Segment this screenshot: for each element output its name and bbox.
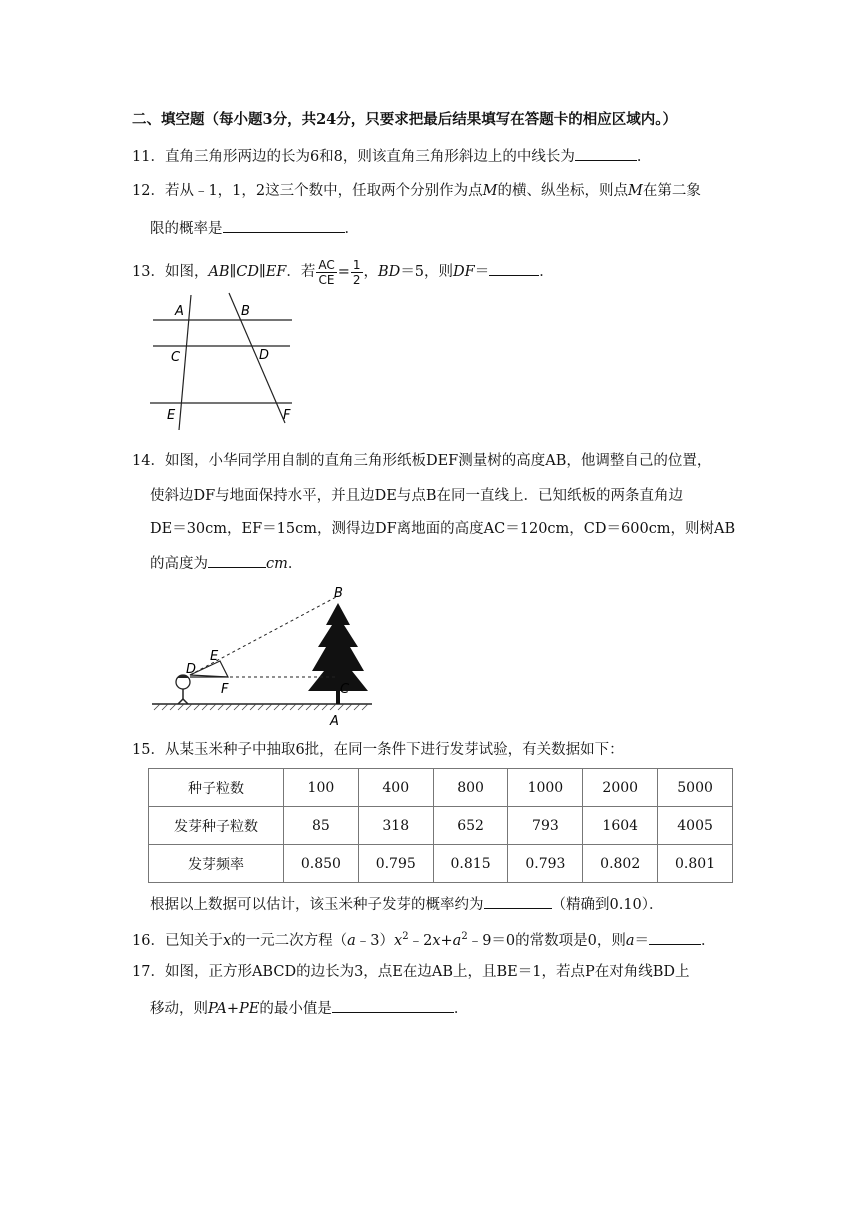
- question-17: [132, 962, 690, 982]
- var-m: M: [482, 183, 498, 199]
- var-a: a: [452, 932, 462, 949]
- question-number: 14．: [132, 453, 165, 469]
- question-text: DE＝30cm，EF＝15cm，测得边DF离地面的高度AC＝120cm，CD＝600cm，则树AB: [150, 521, 736, 537]
- table-cell: 1604: [583, 807, 658, 845]
- question-15: [132, 740, 624, 760]
- person-icon: [176, 675, 190, 705]
- point-d-label: D: [259, 348, 270, 363]
- question-14-line2: [150, 486, 683, 506]
- segment-df: DF: [453, 264, 475, 280]
- question-text: （精确到0.10）．: [551, 897, 664, 913]
- question-number: 16．: [132, 932, 165, 949]
- table-row: [149, 807, 733, 845]
- question-text: ﹣2: [408, 932, 433, 949]
- exponent: 2: [402, 931, 409, 942]
- question-text: 若从﹣1，1，2这三个数中，任取两个分别作为点: [164, 183, 483, 199]
- question-15-after: [150, 893, 664, 915]
- var-x: x: [394, 932, 403, 949]
- table-cell: 0.795: [358, 845, 433, 883]
- exponent: 2: [461, 931, 468, 942]
- fraction-denominator: CE: [318, 272, 335, 287]
- question-12-line2: [150, 217, 359, 239]
- table-cell: 318: [358, 807, 433, 845]
- table-cell: 0.801: [658, 845, 733, 883]
- table-cell: 0.793: [508, 845, 583, 883]
- equals-sign: =: [337, 264, 350, 280]
- comma: ，: [363, 264, 379, 280]
- question-number: 12．: [132, 183, 165, 199]
- question-number: 11．: [132, 149, 165, 165]
- question-14-line3: [150, 519, 735, 539]
- answer-blank[interactable]: [332, 997, 454, 1013]
- table-cell: 5000: [658, 769, 733, 807]
- unit-cm: cm: [266, 556, 288, 572]
- period: ．: [701, 932, 716, 949]
- period: ．: [344, 221, 359, 237]
- table-cell: 4005: [658, 807, 733, 845]
- var-x: x: [222, 932, 232, 949]
- section-title: 二、填空题（每小题3分，共24分，只要求把最后结果填写在答题卡的相应区域内。）: [132, 111, 678, 128]
- period: ．: [287, 556, 303, 572]
- question-13: [132, 255, 554, 289]
- period: ．: [636, 149, 652, 165]
- table-cell: 2000: [583, 769, 658, 807]
- question-text: ＝: [474, 264, 490, 280]
- var-x: x: [432, 932, 441, 949]
- table-cell: 800: [433, 769, 508, 807]
- parallel-lines-figure: [140, 290, 310, 430]
- question-12: [132, 181, 701, 201]
- table-cell: 652: [433, 807, 508, 845]
- fraction-numerator: 1: [352, 257, 361, 272]
- question-text: ＝5，则: [400, 264, 454, 280]
- fraction-one-half: [351, 258, 363, 287]
- tree-icon: [308, 603, 368, 704]
- question-text: 的一元二次方程（: [231, 932, 348, 949]
- point-a-label: A: [175, 304, 184, 319]
- answer-blank[interactable]: [223, 217, 345, 233]
- table-cell: 100: [284, 769, 359, 807]
- question-text: 如图，小华同学用自制的直角三角形纸板DEF测量树的高度AB，他调整自己的位置，: [164, 453, 712, 469]
- plus-sign: +: [440, 932, 453, 949]
- question-text: 如图，正方形ABCD的边长为3，点E在边AB上，且BE＝1，若点P在对角线BD上: [164, 964, 690, 980]
- table-cell: 0.815: [433, 845, 508, 883]
- fraction-ac-ce: [316, 258, 336, 287]
- period: ．: [453, 1001, 469, 1017]
- point-e-label: E: [210, 649, 219, 664]
- table-cell: 0.802: [583, 845, 658, 883]
- table-cell: 400: [358, 769, 433, 807]
- point-d-label: D: [186, 662, 197, 677]
- table-cell: 793: [508, 807, 583, 845]
- table-row: [149, 769, 733, 807]
- point-f-label: F: [283, 408, 291, 423]
- question-number: 15．: [132, 742, 165, 758]
- question-number: 17．: [132, 964, 165, 980]
- question-text: 的横、纵坐标，则点: [497, 183, 628, 199]
- period: ．: [539, 264, 554, 280]
- point-a-label: A: [330, 714, 339, 729]
- table-cell: 1000: [508, 769, 583, 807]
- point-c-label: C: [340, 682, 350, 697]
- point-f-label: F: [221, 682, 229, 697]
- question-text: ﹣3）: [355, 932, 395, 949]
- question-text: 限的概率是: [150, 221, 223, 237]
- question-number: 13．: [132, 264, 165, 280]
- row-header: 种子粒数: [149, 769, 284, 807]
- question-text: 从某玉米种子中抽取6批，在同一条件下进行发芽试验，有关数据如下：: [164, 742, 624, 758]
- fraction-numerator: AC: [318, 257, 335, 272]
- question-text: 的高度为: [150, 556, 208, 572]
- row-header: 发芽种子粒数: [149, 807, 284, 845]
- tree-measurement-figure: [148, 585, 378, 730]
- segment-bd: BD: [378, 264, 401, 280]
- answer-blank[interactable]: [649, 929, 701, 945]
- question-text: 直角三角形两边的长为6和8，则该直角三角形斜边上的中线长为: [164, 149, 575, 165]
- question-16: [132, 927, 716, 951]
- question-text: ．若: [286, 264, 316, 280]
- answer-blank[interactable]: [575, 145, 637, 161]
- expression-pa-pe: PA+PE: [208, 1001, 260, 1017]
- var-a: a: [625, 932, 635, 949]
- question-text: 的最小值是: [259, 1001, 332, 1017]
- question-text: 移动，则: [150, 1001, 208, 1017]
- answer-blank[interactable]: [208, 552, 266, 568]
- var-m: M: [628, 183, 643, 199]
- answer-blank[interactable]: [489, 260, 539, 276]
- question-text: ＝: [634, 932, 650, 949]
- question-text: 如图，: [164, 264, 209, 280]
- germination-table: [148, 768, 733, 883]
- point-b-label: B: [334, 586, 343, 601]
- question-text: 根据以上数据可以估计，该玉米种子发芽的概率约为: [150, 897, 484, 913]
- point-e-label: E: [167, 408, 176, 423]
- question-14: [132, 451, 711, 471]
- question-text: 使斜边DF与地面保持水平，并且边DE与点B在同一直线上．已知纸板的两条直角边: [150, 488, 684, 504]
- var-a: a: [347, 932, 356, 949]
- question-text: 在第二象: [642, 183, 701, 199]
- question-14-line4: [150, 552, 302, 574]
- point-c-label: C: [171, 350, 181, 365]
- table-row: [149, 845, 733, 883]
- question-11: [132, 145, 651, 167]
- row-header: 发芽频率: [149, 845, 284, 883]
- question-text: ﹣9＝0的常数项是0，则: [467, 932, 626, 949]
- question-text: 已知关于: [164, 932, 223, 949]
- parallel-lines: AB∥CD∥EF: [208, 264, 287, 280]
- question-17-line2: [150, 997, 468, 1019]
- table-cell: 85: [284, 807, 359, 845]
- point-b-label: B: [241, 304, 250, 319]
- fraction-denominator: 2: [352, 272, 361, 287]
- table-cell: 0.850: [284, 845, 359, 883]
- answer-blank[interactable]: [484, 893, 552, 909]
